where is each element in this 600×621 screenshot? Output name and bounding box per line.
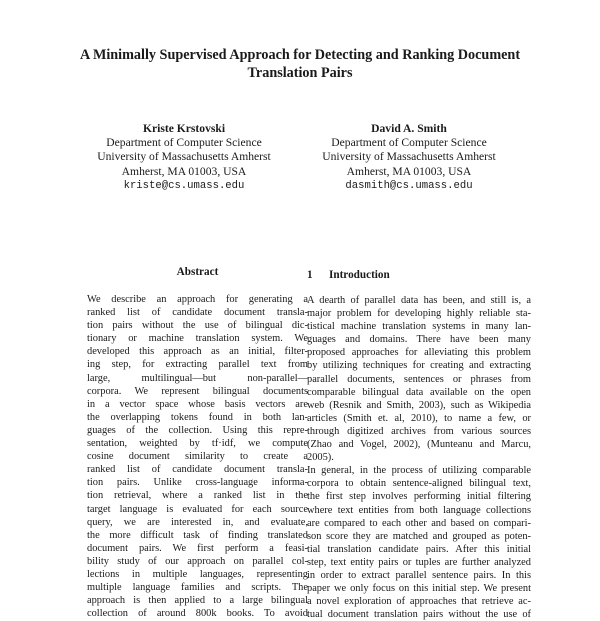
text-line: comparable bilingual data available on the open bbox=[307, 386, 531, 398]
text-line: paper we only focus on this initial step. We present bbox=[307, 583, 531, 595]
text-line: parallel documents, sentences or phrases from bbox=[307, 373, 531, 385]
text-line: multiple language families and scripts. The bbox=[87, 582, 308, 594]
text-line: approach is then applied to a large bilingual bbox=[87, 595, 308, 607]
text-line: the overlapping tokens found in both lan- bbox=[87, 411, 308, 423]
text-line: tual document translation pairs without the use of bbox=[307, 609, 531, 621]
text-line: step, text entity pairs or tuples are further analyzed bbox=[307, 556, 531, 568]
paper-title bbox=[40, 46, 560, 82]
text-line: We describe an approach for generating a bbox=[87, 294, 308, 305]
abstract-heading: Abstract bbox=[176, 266, 219, 278]
introduction-paragraph bbox=[307, 464, 531, 621]
author-email: dasmith@cs.umass.edu bbox=[345, 179, 473, 192]
author-block-smith bbox=[289, 122, 529, 193]
introduction-heading bbox=[307, 268, 531, 282]
author-address: Amherst, MA 01003, USA bbox=[346, 164, 472, 178]
author-department: Department of Computer Science bbox=[331, 136, 487, 150]
author-university: University of Massachusetts Amherst bbox=[97, 150, 271, 164]
text-line: developed this approach as an initial, filter- bbox=[87, 346, 308, 358]
author-name: David A. Smith bbox=[371, 122, 447, 135]
text-line: document pairs. We first perform a feasi- bbox=[87, 542, 308, 554]
text-line: a novel exploration of approaches that retrieve ac- bbox=[307, 596, 531, 608]
text-line: web (Resnik and Smith, 2003), such as Wikipedia bbox=[307, 399, 531, 411]
text-line: tistical machine translation systems in many lan- bbox=[307, 321, 531, 333]
text-line: the first step involves performing initial filtering bbox=[307, 491, 531, 503]
text-line: son score they are matched and grouped as poten- bbox=[307, 530, 531, 542]
text-line: target language is evaluated for each source bbox=[87, 503, 308, 515]
text-line: tion retrieval, where a ranked list in the bbox=[87, 490, 308, 502]
text-line: by utilizing techniques for creating and extracting bbox=[307, 360, 531, 372]
text-line: tion pairs without the use of bilingual dic- bbox=[87, 320, 308, 332]
author-email: kriste@cs.umass.edu bbox=[123, 179, 245, 192]
text-line: cosine document similarity to create a bbox=[87, 451, 308, 463]
text-line: query, we are interested in, and evaluate, bbox=[87, 516, 308, 528]
text-line: through digitized archives from various sources bbox=[307, 425, 531, 437]
text-line: (Zhao and Vogel, 2002), (Munteanu and Marcu, bbox=[307, 439, 531, 451]
author-department: Department of Computer Science bbox=[106, 136, 262, 150]
abstract-column bbox=[87, 265, 308, 620]
text-line: collection of around 800k books. To avoid bbox=[87, 608, 308, 620]
text-line: in a vector space whose basis vectors are bbox=[87, 398, 308, 410]
text-line: tial translation candidate pairs. After this initial bbox=[307, 543, 531, 555]
text-line: corpora to obtain sentence-aligned bilingual text, bbox=[307, 478, 531, 490]
text-line: proposed approaches for alleviating this problem bbox=[307, 347, 531, 359]
text-line: guages of the collection. Using this repre- bbox=[87, 424, 308, 436]
text-line: In general, in the process of utilizing comparable bbox=[307, 465, 531, 477]
introduction-paragraph bbox=[307, 294, 531, 464]
text-line: ranked list of candidate document transla- bbox=[87, 307, 308, 319]
abstract-body bbox=[87, 293, 308, 620]
title-line: Translation Pairs bbox=[247, 65, 353, 81]
text-line: tion pairs. Unlike cross-language informa- bbox=[87, 477, 308, 489]
text-line: guages and domains. There have been many bbox=[307, 334, 531, 346]
author-block-krstovski bbox=[64, 122, 304, 193]
section-number: 1 bbox=[307, 269, 313, 281]
author-university: University of Massachusetts Amherst bbox=[322, 150, 496, 164]
text-line: major problem for developing highly reliable sta- bbox=[307, 308, 531, 320]
section-heading-text: Introduction bbox=[329, 269, 390, 281]
text-line: are compared to each other and based on compari- bbox=[307, 517, 531, 529]
text-line: tionary or machine translation system. We bbox=[87, 333, 308, 345]
text-line: large, multilingual—but non-parallel— bbox=[87, 372, 308, 384]
text-line: A dearth of parallel data has been, and still is, a bbox=[307, 295, 531, 306]
text-line: articles (Smith et. al, 2010), to name a few, or bbox=[307, 412, 531, 424]
text-line: in order to extract parallel sentence pairs. In this bbox=[307, 569, 531, 581]
text-line: bility study of our approach on parallel col- bbox=[87, 555, 308, 567]
text-line: corpora. We represent bilingual documents bbox=[87, 385, 308, 397]
text-line: where text entities from both language collections bbox=[307, 504, 531, 516]
text-line: 2005). bbox=[307, 452, 334, 464]
text-line: the more difficult task of finding translated bbox=[87, 529, 308, 541]
text-line: sentation, weighted by tf·idf, we compute bbox=[87, 438, 308, 450]
author-address: Amherst, MA 01003, USA bbox=[121, 164, 247, 178]
text-line: ing step, for extracting parallel text from bbox=[87, 359, 308, 371]
author-name: Kriste Krstovski bbox=[142, 122, 226, 135]
text-line: ranked list of candidate document transla- bbox=[87, 464, 308, 476]
text-line: lections in multiple languages, representing bbox=[87, 568, 308, 580]
introduction-column bbox=[307, 265, 531, 621]
title-line: A Minimally Supervised Approach for Detecting and Ranking Document bbox=[79, 47, 521, 63]
introduction-body bbox=[307, 294, 531, 621]
